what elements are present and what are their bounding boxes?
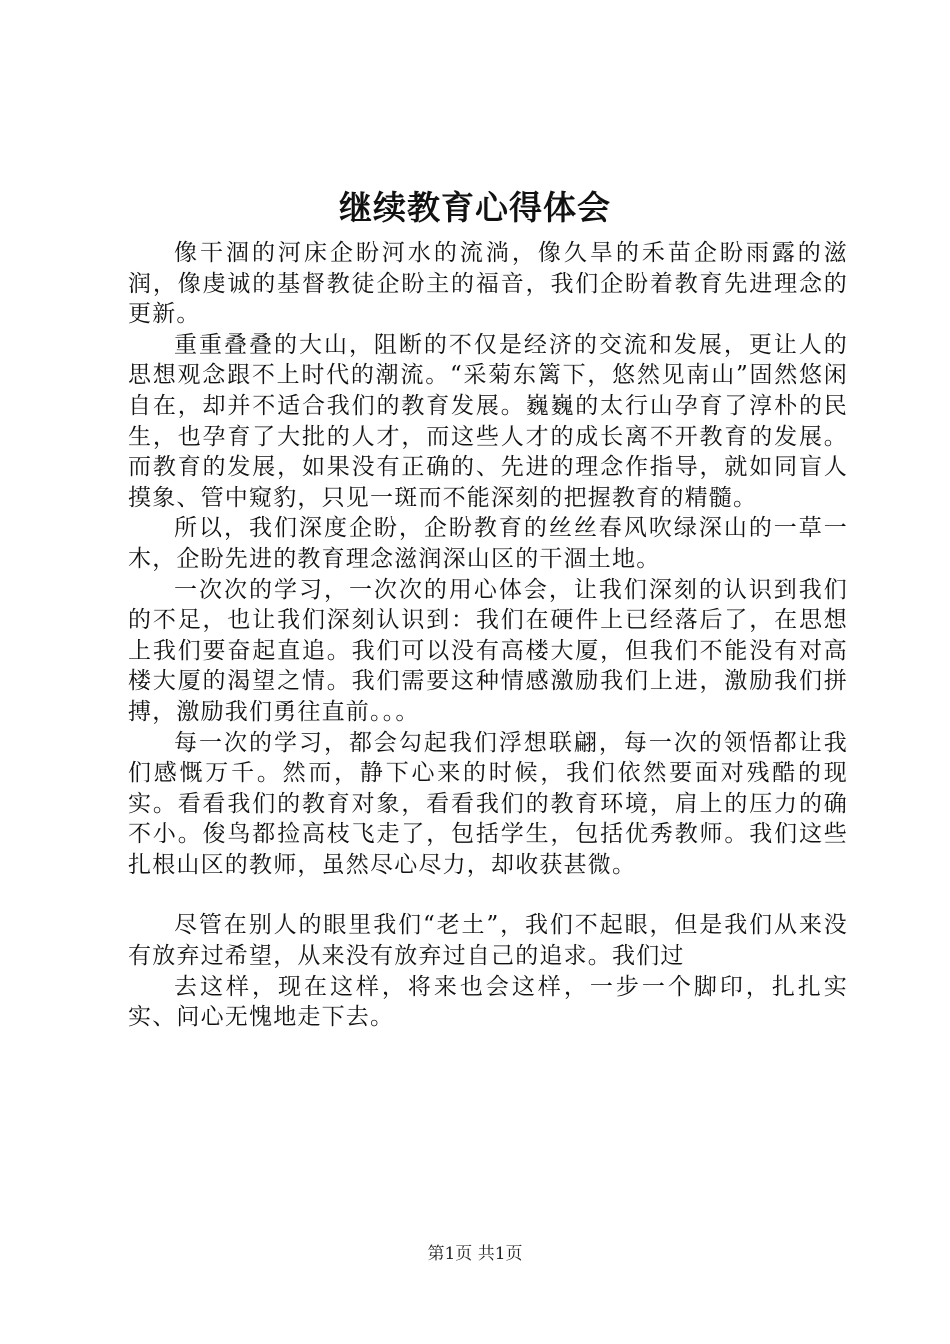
document-title: 继续教育心得体会 [339,188,611,227]
paragraph-spacer [128,880,848,910]
paragraph-7: 去这样，现在这样，将来也会这样，一步一个脚印，扎扎实实、问心无愧地走下去。 [128,973,848,1031]
document-body [128,238,848,1033]
paragraph-3: 所以，我们深度企盼，企盼教育的丝丝春风吹绿深山的一草一木，企盼先进的教育理念滋润深山区的干涸土地。 [128,515,848,572]
paragraph-5: 每一次的学习，都会勾起我们浮想联翩，每一次的领悟都让我们感慨万千。然而，静下心来的时候，我们依然要面对残酷的现实。看看我们的教育对象，看看我们的教育环境，肩上的压力的确不小。俊鸟都捡高枝飞走了，包括学生，包括优秀教师。我们这些扎根山区的教师，虽然尽心尽力，却收获甚微。 [128,729,848,878]
paragraph-4: 一次次的学习，一次次的用心体会，让我们深刻的认识到我们的不足，也让我们深刻认识到：我们在硬件上已经落后了，在思想上我们要奋起直追。我们可以没有高楼大厦，但我们不能没有对高楼大厦的渴望之情。我们需要这种情感激励我们上进，激励我们拼搏，激励我们勇往直前。。。 [128,576,848,725]
paragraph-1: 像干涸的河床企盼河水的流淌，像久旱的禾苗企盼雨露的滋润，像虔诚的基督教徒企盼主的福音，我们企盼着教育先进理念的更新。 [128,240,848,328]
page-footer: 第1页 共1页 [427,1244,523,1264]
paragraph-2: 重重叠叠的大山，阻断的不仅是经济的交流和发展，更让人的思想观念跟不上时代的潮流。“采菊东篱下，悠然见南山”固然悠闲自在，却并不适合我们的教育发展。巍巍的太行山孕育了淳朴的民生，也孕育了大批的人才，而这些人才的成长离不开教育的发展。而教育的发展，如果没有正确的、先进的理念作指导，就如同盲人摸象、管中窥豹，只见一斑而不能深刻的把握教育的精髓。 [128,331,848,511]
paragraph-6: 尽管在别人的眼里我们“老土”，我们不起眼，但是我们从来没有放弃过希望，从来没有放弃过自己的追求。我们过 [128,912,848,970]
